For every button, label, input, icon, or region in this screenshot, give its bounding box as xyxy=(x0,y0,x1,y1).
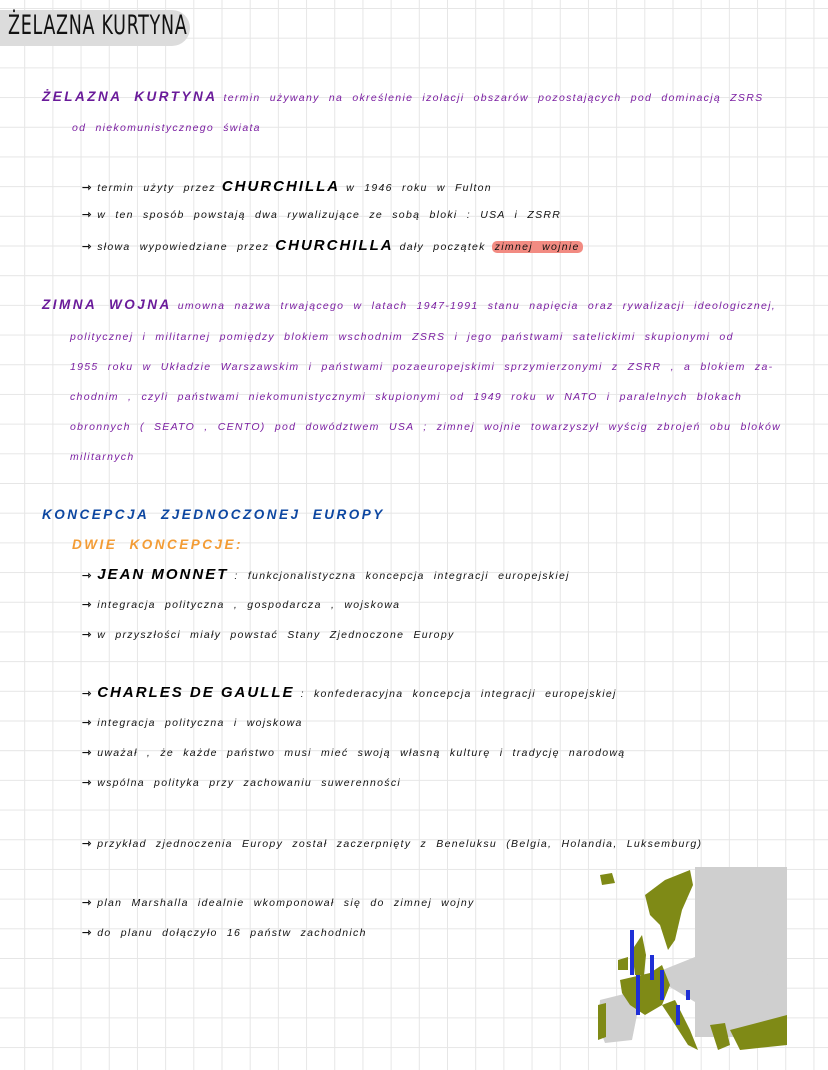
list-item xyxy=(82,776,401,789)
arrow-icon: ⇾ xyxy=(82,570,92,582)
map-ireland xyxy=(618,957,628,970)
bold-name: JEAN MONNET xyxy=(97,566,229,583)
definition-text: termin używany na określenie izolacji obszarów pozostających pod dominacją ZSRS xyxy=(223,92,764,104)
term-heading: ŻELAZNA KURTYNA xyxy=(42,89,218,104)
bullet-text: : funkcjonalistyczna koncepcja integracji europejskiej xyxy=(234,570,570,582)
bullet-text: plan Marshalla idealnie wkomponował się do zimnej wojny xyxy=(97,897,475,909)
arrow-icon: ⇾ xyxy=(82,209,92,221)
arrow-icon: ⇾ xyxy=(82,897,92,909)
arrow-icon: ⇾ xyxy=(82,629,92,641)
bullet-text: : konfederacyjna koncepcja integracji europejskiej xyxy=(300,688,617,700)
list-item xyxy=(82,598,400,611)
arrow-icon: ⇾ xyxy=(82,927,92,939)
list-item xyxy=(82,746,625,759)
bullet-text: integracja polityczna , gospodarcza , wojskowa xyxy=(97,599,401,611)
bold-name: CHURCHILLA xyxy=(275,237,394,254)
definition-text: politycznej i militarnej pomiędzy blokiem wschodnim ZSRS i jego państwami satelickimi skupionymi od xyxy=(70,331,734,343)
aid-bar-benelux xyxy=(650,955,654,980)
subheading: DWIE KONCEPCJE: xyxy=(72,537,244,552)
bullet-text: w 1946 roku w Fulton xyxy=(346,182,492,194)
bullet-text: do planu dołączyło 16 państw zachodnich xyxy=(97,927,367,939)
bullet-text: integracja polityczna i wojskowa xyxy=(97,717,303,729)
arrow-icon: ⇾ xyxy=(82,777,92,789)
bullet-text: wspólna polityka przy zachowaniu suwerenności xyxy=(97,777,402,789)
definition-text: 1955 roku w Układzie Warszawskim i państwami pozaeuropejskimi sprzymierzonymi z ZSRR , a blokiem za- xyxy=(70,361,774,373)
list-item xyxy=(82,237,583,254)
list-item xyxy=(82,684,617,701)
list-item xyxy=(82,208,561,221)
arrow-icon: ⇾ xyxy=(82,599,92,611)
definition-text: militarnych xyxy=(70,451,135,463)
list-item xyxy=(82,926,367,939)
aid-bar-austria xyxy=(686,990,690,1000)
map-britain xyxy=(632,935,646,975)
iron-curtain-definition xyxy=(42,89,763,104)
definition-text: obronnych ( SEATO , CENTO) pod dowództwem USA ; zimnej wojnie towarzyszył wyścig zbrojeń obu bloków xyxy=(70,421,782,433)
arrow-icon: ⇾ xyxy=(82,182,92,194)
page-title: ŻELAZNA KURTYNA xyxy=(8,10,188,41)
bullet-text: dały początek xyxy=(399,241,486,253)
bold-name: CHARLES DE GAULLE xyxy=(97,684,295,701)
bullet-text: w ten sposób powstają dwa rywalizujące ze sobą bloki : USA i ZSRR xyxy=(97,209,562,221)
list-item xyxy=(82,566,570,583)
list-item xyxy=(82,896,475,909)
bullet-text: uważał , że każde państwo musi mieć swoją własną kulturę i tradycję narodową xyxy=(97,747,626,759)
list-item xyxy=(82,178,492,195)
definition-text: umowna nazwa trwającego w latach 1947-1991 stanu napięcia oraz rywalizacji ideologicznej, xyxy=(177,300,776,312)
aid-bar-germany xyxy=(660,970,664,1000)
definition-text: chodnim , czyli państwami niekomunistycznymi skupionymi od 1949 roku w NATO i paralelnych blokach xyxy=(70,391,743,403)
arrow-icon: ⇾ xyxy=(82,688,92,700)
bullet-text: słowa wypowiedziane przez xyxy=(97,241,270,253)
arrow-icon: ⇾ xyxy=(82,241,92,253)
arrow-icon: ⇾ xyxy=(82,717,92,729)
map-iceland xyxy=(600,873,615,885)
list-item xyxy=(82,716,303,729)
bullet-text: przykład zjednoczenia Europy został zaczerpnięty z Beneluksu (Belgia, Holandia, Luksemburg) xyxy=(97,838,703,850)
arrow-icon: ⇾ xyxy=(82,838,92,850)
aid-bar-uk xyxy=(630,930,634,975)
arrow-icon: ⇾ xyxy=(82,747,92,759)
map-scandinavia xyxy=(645,870,693,950)
list-item xyxy=(82,837,702,850)
term-heading: ZIMNA WOJNA xyxy=(42,297,172,312)
cold-war-definition xyxy=(42,297,776,312)
definition-text: od niekomunistycznego świata xyxy=(72,122,261,134)
map-portugal xyxy=(598,1003,606,1040)
bullet-text: w przyszłości miały powstać Stany Zjednoczone Europy xyxy=(97,629,455,641)
aid-bar-france xyxy=(636,975,640,1015)
marshall-plan-map xyxy=(590,865,790,1065)
list-item xyxy=(82,628,455,641)
highlighted-text: zimnej wojnie xyxy=(492,241,583,253)
bold-name: CHURCHILLA xyxy=(221,178,341,195)
aid-bar-italy xyxy=(676,1005,680,1025)
bullet-text: termin użyty przez xyxy=(97,182,216,194)
section-heading: KONCEPCJA ZJEDNOCZONEJ EUROPY xyxy=(42,507,385,522)
